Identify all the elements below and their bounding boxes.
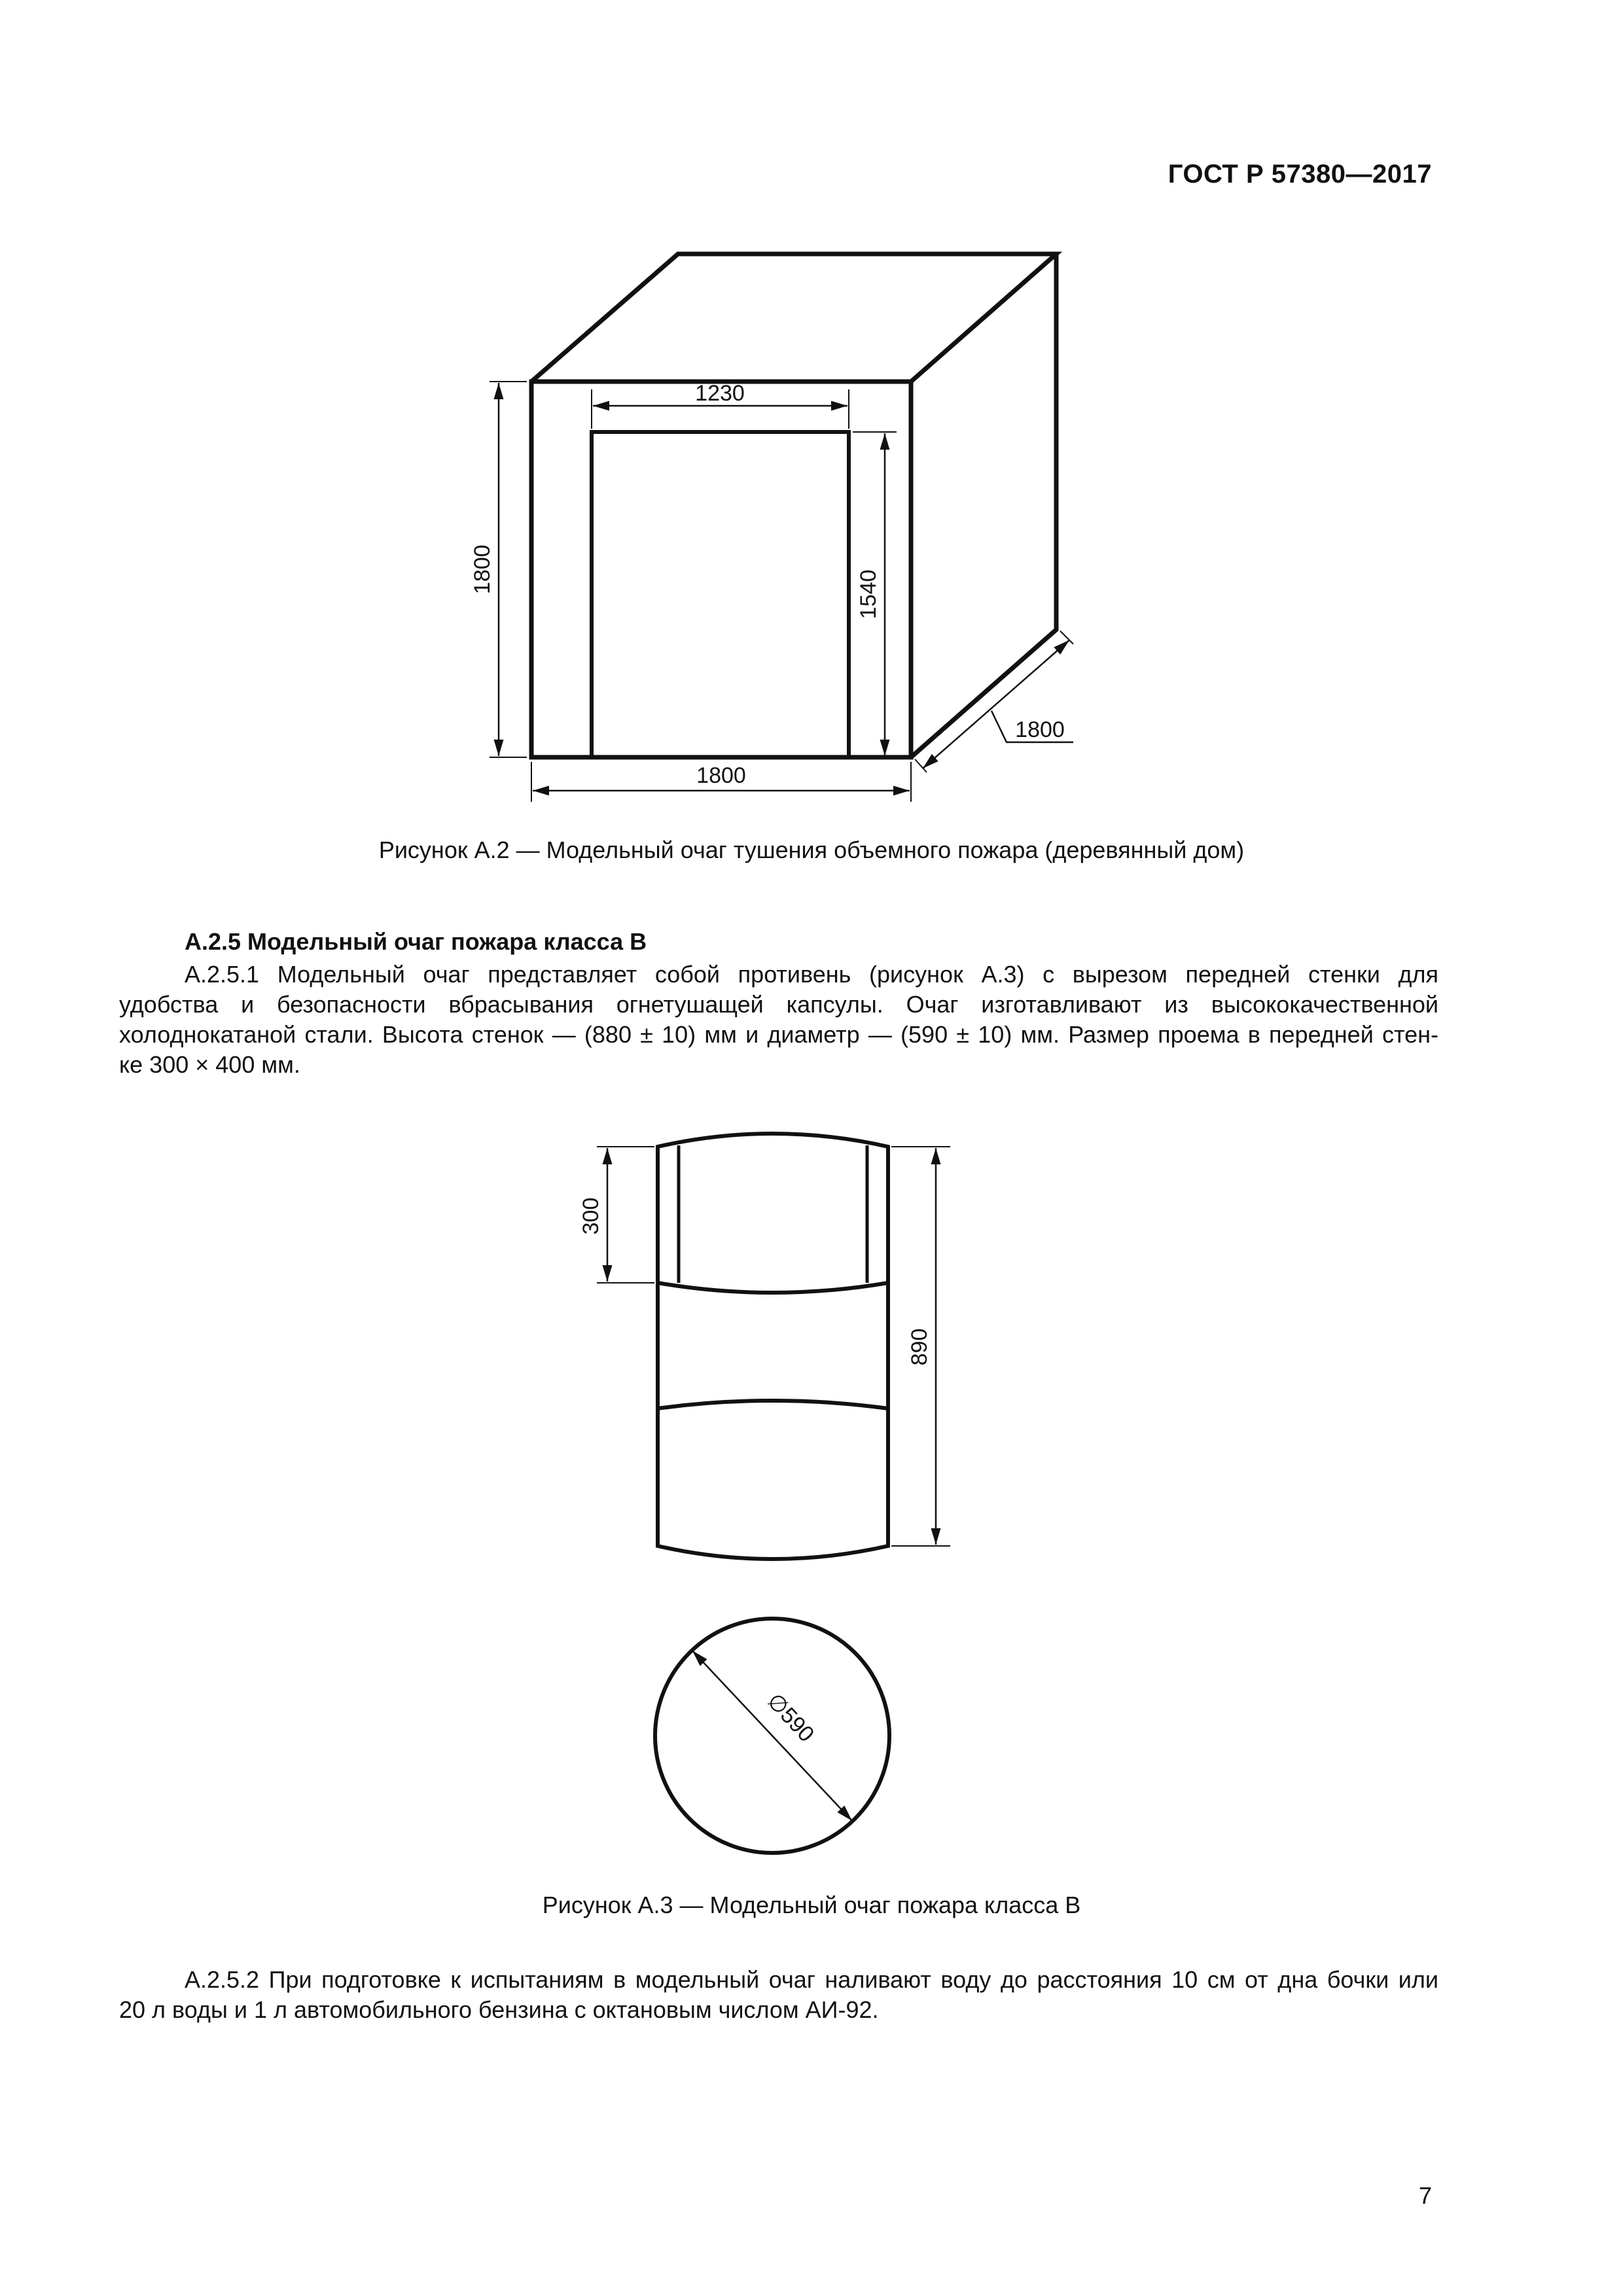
label-house-depth: 1800 xyxy=(1015,717,1065,742)
dim-line-diameter xyxy=(692,1651,852,1821)
paragraph-line: ке 300 × 400 мм. xyxy=(119,1051,300,1078)
pan-outline xyxy=(658,1134,888,1559)
paragraph-a252 xyxy=(119,1965,1438,2025)
cutout-left-wall xyxy=(658,1145,679,1283)
cutout-bottom-edge xyxy=(658,1283,888,1293)
label-door-width: 1230 xyxy=(695,381,745,406)
figure-a3-caption: Рисунок А.3 — Модельный очаг пожара класса В xyxy=(542,1892,1081,1918)
paragraph-line: удобства и безопасности вбрасывания огнетушащей капсулы. Очаг изготавливают из высококачественной xyxy=(119,991,1438,1018)
label-diameter: ∅590 xyxy=(762,1688,819,1748)
paragraph-line: А.2.5.1 Модельный очаг представляет собой противень (рисунок А.3) с вырезом передней стенки для xyxy=(185,961,1438,988)
document-code: ГОСТ Р 57380—2017 xyxy=(1168,160,1432,188)
label-house-height: 1800 xyxy=(470,545,495,594)
section-heading: А.2.5 Модельный очаг пожара класса В xyxy=(185,928,647,955)
figure-a2-caption: Рисунок А.2 — Модельный очаг тушения объемного пожара (деревянный дом) xyxy=(378,836,1245,863)
label-cutout-height: 300 xyxy=(579,1197,603,1235)
label-house-width: 1800 xyxy=(696,763,746,788)
paragraph-line: холоднокатаной стали. Высота стенок — (880 ± 10) мм и диаметр — (590 ± 10) мм. Размер проема в передней стен- xyxy=(119,1021,1438,1048)
label-total-height: 890 xyxy=(907,1328,932,1366)
paragraph-line: А.2.5.2 При подготовке к испытаниям в модельный очаг наливают воду до расстояния 10 см от дна бочки или xyxy=(185,1966,1438,1993)
middle-band xyxy=(658,1401,888,1408)
page-number: 7 xyxy=(1418,2182,1432,2209)
label-door-height: 1540 xyxy=(856,569,881,619)
cutout-right-wall xyxy=(867,1145,888,1283)
paragraph-line: 20 л воды и 1 л автомобильного бензина с октановым числом АИ-92. xyxy=(119,1996,879,2023)
